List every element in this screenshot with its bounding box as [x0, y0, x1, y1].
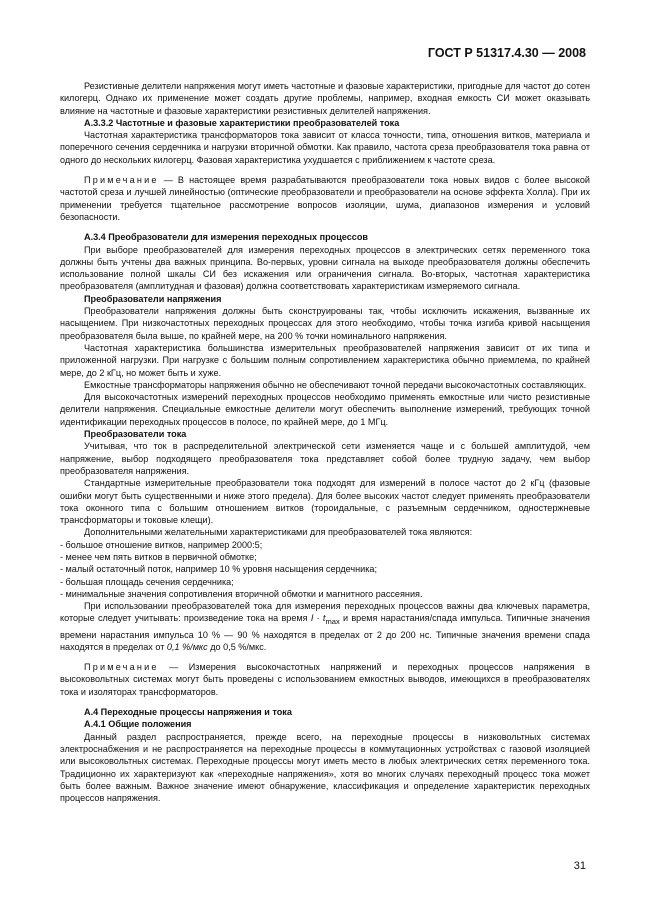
list-item: - минимальные значения сопротивления вторичной обмотки и магнитного рассеяния. [60, 588, 423, 599]
note [60, 174, 590, 223]
paragraph: Данный раздел распространяется, прежде всего, на переходные процессы в низковольтных системах электроснабжения и не распространяется на переходные процессы в коммутационных устройствах с газовой изоляцией или высоковольтных системах. Переходные процессы могут иметь место в любых электрических сетях переменного тока. Традиционно их характеризуют как «переходные напряжения», хотя во многих случаях переходный процесс тока может быть более важным. Важное значение имеют обнаружение, классификация и определение характеристик переходных процессов напряжения. [60, 731, 590, 804]
paragraph [60, 600, 590, 653]
list-item: - большое отношение витков, например 2000:5; [60, 539, 263, 550]
paragraph: Для высокочастотных измерений переходных процессов необходимо применять емкостные или чисто резистивные делители напряжения. Специальные емкостные делители могут обеспечить выполнение измерений, требующих точной идентификации переходных процессов в полосе, по крайней мере, до 1 МГц. [60, 392, 590, 427]
paragraph-text: до 0,5 %/мкс. [207, 641, 267, 652]
paragraph: При выборе преобразователей для измерения переходных процессов в электрических сетях переменного тока должны быть учтены два важных принципа. Во-первых, уровни сигнала на выходе преобразователя должны обеспечить использование полной шкалы СИ без искажения или ограничения сигнала. Во-вторых, частотная характеристика преобразователя (амплитудная и фазовая) должна соответствовать характеристикам измеряемого сигнала. [60, 244, 590, 292]
paragraph: Преобразователи напряжения должны быть сконструированы так, чтобы исключить искажения, вызванные их насыщением. При низкочастотных переходных процессах для этого необходимо, чтобы точка изгиба кривой насыщения преобразователя была выше, по крайней мере, на 200 % точки номинального напряжения. [60, 306, 590, 341]
paragraph: Учитывая, что ток в распределительной электрической сети изменяется чаще и с большей амплитудой, чем напряжение, выбор подходящего преобразователя тока представляет собой более трудную задачу, чем выбор преобразователя напряжения. [60, 441, 590, 476]
section-heading: А.4.1 Общие положения [84, 719, 192, 730]
value: 0,1 %/мкс [166, 641, 208, 652]
paragraph-text: При использовании преобразователей тока для измерения переходных процессов важны два ключевых параметра, которые следует учитывать: произведение тока на время [60, 601, 590, 624]
paragraph: Дополнительными желательными характеристиками для преобразователей тока являются: [84, 527, 473, 538]
note-text: — Измерения высокочастотных напряжений и переходных процессов напряжения в высоковольтных системах могут быть проведены с использованием емкостных выводов, имеющихся в преобразователях тока и изоляторах трансформаторов. [60, 662, 590, 697]
paragraph: Резистивные делители напряжения могут иметь частотные и фазовые характеристики, пригодные для частот до сотен килогерц. Однако их применение может создать другие проблемы, например, входная емкость СИ может оказывать влияние на частотные и фазовые характеристики резистивных делителей напряжения. [60, 81, 590, 116]
formula: I · t [310, 613, 326, 624]
paragraph: Стандартные измерительные преобразователи тока подходят для измерений в полосе частот до 2 кГц (фазовые ошибки могут быть существенными и ниже этого предела). Для более высоких частот следует применять преобразователи тока оконного типа с большим отношением витков (тороидальные, с разъемным сердечником, одностержневые трансформаторы и токовые клещи). [60, 478, 590, 526]
section-heading: А.3.3.2 Частотные и фазовые характеристики преобразователей тока [84, 117, 400, 128]
list-item: - большая площадь сечения сердечника; [60, 576, 234, 587]
page-number: 31 [573, 860, 586, 872]
document-header: ГОСТ Р 51317.4.30 — 2008 [427, 46, 586, 60]
section-heading: А.4 Переходные процессы напряжения и тока [84, 707, 292, 718]
section-heading: А.3.4 Преобразователи для измерения переходных процессов [84, 232, 368, 243]
note [60, 661, 590, 698]
paragraph: Частотная характеристика трансформаторов тока зависит от класса точности, типа, отношения витков, материала и поперечного сечения сердечника и нагрузки вторичной обмотки. Как правило, частота среза преобразователя тока равна от одного до нескольких килогерц. Фазовая характеристика ухудшается с приближением к частоте среза. [60, 130, 590, 165]
list-item: - малый остаточный поток, например 10 % уровня насыщения сердечника; [60, 564, 378, 575]
subheading: Преобразователи тока [84, 429, 187, 440]
note-label: Примечание [84, 662, 159, 673]
document-body [60, 80, 590, 804]
note-text: — В настоящее время разрабатываются преобразователи тока новых видов с более высокой частотой среза и лучшей линейностью (оптические преобразователи и преобразователи на основе эффекта Холла). При их применении требуется тщательное рассмотрение вопросов изоляции, шума, диапазонов измерения и условий безопасности. [60, 175, 590, 222]
paragraph-text: и время нарастания/спада импульса. Типичные значения времени нарастания импульса 10 % — 90 % находятся в пределах от 2 до 200 нс. Типичные значения времени спада находятся в пределах от [60, 613, 590, 652]
paragraph: Частотная характеристика большинства измерительных преобразователей напряжения зависит от их типа и приложенной нагрузки. При нагрузке с большим полным сопротивлением характеристика обычно приемлема, по крайней мере, до 2 кГц, но может быть и хуже. [60, 342, 590, 378]
formula-subscript: max [325, 617, 340, 627]
list-item: - менее чем пять витков в первичной обмотке; [60, 551, 257, 562]
paragraph: Емкостные трансформаторы напряжения обычно не обеспечивают точной передачи высокочастотных составляющих. [84, 379, 587, 390]
note-label: Примечание [84, 175, 159, 186]
subheading: Преобразователи напряжения [84, 293, 222, 304]
